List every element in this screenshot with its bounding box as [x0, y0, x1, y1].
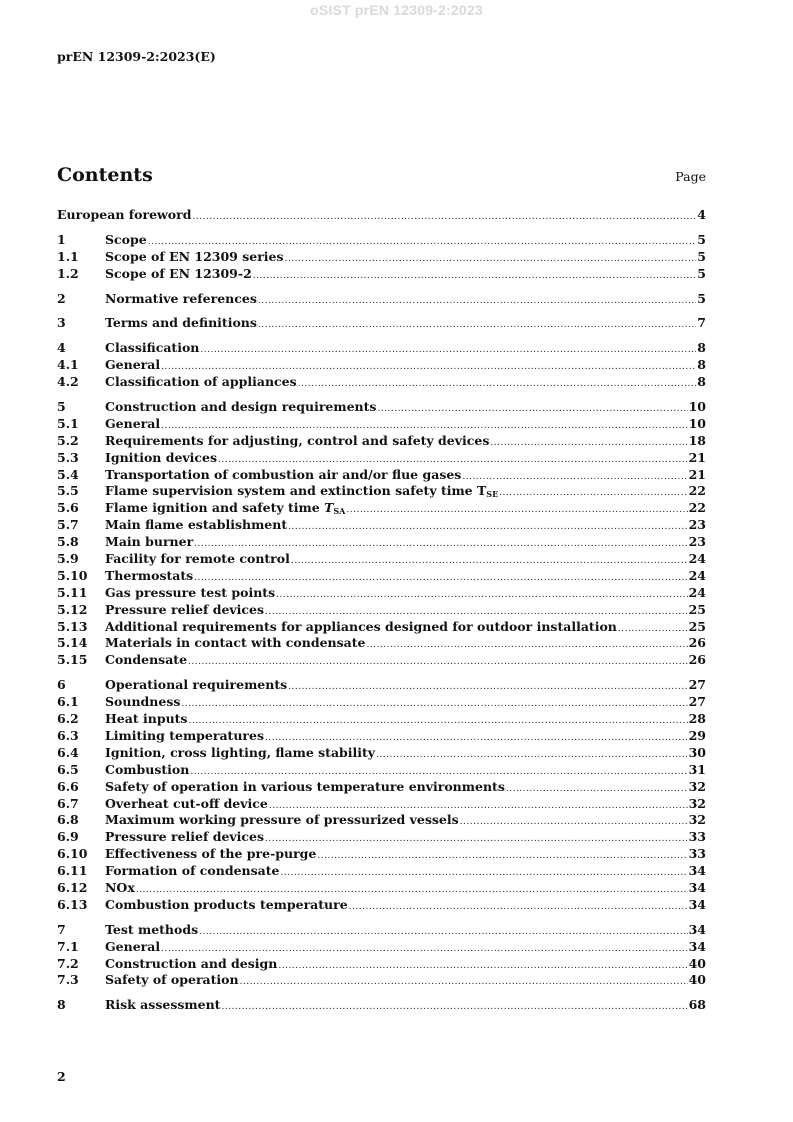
toc-entry-number: 7.1: [57, 938, 79, 954]
toc-entry-title: Classification: [105, 340, 200, 356]
toc-entry-page: 34: [688, 863, 706, 879]
toc-entry-5-12[interactable]: [57, 602, 706, 619]
toc-entry-6-8[interactable]: [57, 812, 706, 829]
dot-leader: [366, 637, 687, 654]
toc-entry-title: Normative references: [105, 290, 257, 306]
toc-entry-title: [105, 500, 345, 517]
toc-entry-number: 6.9: [57, 829, 79, 845]
dot-leader: [258, 317, 696, 334]
toc-entry-page: 22: [688, 483, 706, 499]
subscript-se: SE: [486, 489, 499, 500]
toc-entry-5-11[interactable]: [57, 585, 706, 602]
toc-entry-title: Effectiveness of the pre-purge: [105, 846, 317, 862]
toc-entry-6-13[interactable]: [57, 897, 706, 914]
toc-entry-6-10[interactable]: [57, 846, 706, 863]
toc-entry-title: General: [105, 938, 161, 954]
toc-entry-5-5[interactable]: [57, 483, 706, 500]
dot-leader: [377, 401, 687, 418]
toc-entry-number: 5.8: [57, 534, 79, 550]
toc-entry-number: 5.12: [57, 601, 88, 617]
toc-entry-title: Soundness: [105, 694, 181, 710]
dot-leader: [221, 999, 687, 1016]
toc-entry-page: 22: [688, 500, 706, 516]
toc-entry-page: 33: [688, 846, 706, 862]
toc-entry-title: Scope of EN 12309-2: [105, 265, 252, 281]
toc-entry-title: Classification of appliances: [105, 374, 297, 390]
toc-entry-number: 5.11: [57, 584, 88, 600]
toc-entry-title: Transportation of combustion air and/or flue gases: [105, 466, 462, 482]
toc-entry-6-12[interactable]: [57, 880, 706, 897]
toc-entry-5-8[interactable]: [57, 534, 706, 551]
toc-entry-title: Facility for remote control: [105, 551, 290, 567]
toc-entry-title-text: Flame ignition and safety time: [105, 500, 325, 516]
toc-entry-page: 24: [688, 567, 706, 583]
dot-leader: [317, 848, 687, 865]
toc-entry-title: Risk assessment: [105, 997, 221, 1013]
toc-entry-number: 6.10: [57, 846, 88, 862]
toc-entry-page: 26: [688, 652, 706, 668]
dot-leader: [240, 974, 688, 991]
toc-entry-page: 26: [688, 635, 706, 651]
toc-entry-page: 5: [697, 265, 706, 281]
toc-entry-title: Materials in contact with condensate: [105, 635, 366, 651]
watermark: oSIST prEN 12309-2:2023: [310, 2, 483, 18]
toc-entry-title: Safety of operation in various temperature environments: [105, 778, 505, 794]
toc-entry-title: Heat inputs: [105, 711, 188, 727]
toc-entry-7[interactable]: [57, 922, 706, 939]
toc-entry-number: 4: [57, 340, 66, 356]
toc-entry-title: Limiting temperatures: [105, 727, 264, 743]
toc-entry-page: 8: [697, 357, 706, 373]
toc-entry-page: 5: [697, 248, 706, 264]
toc-entry-number: 6.6: [57, 778, 79, 794]
toc-entry-title: European foreword: [57, 207, 192, 222]
toc-entry-page: 24: [688, 584, 706, 600]
dot-leader: [281, 865, 688, 882]
toc-entry-page: 10: [688, 399, 706, 415]
toc-entry-title: Test methods: [105, 921, 199, 937]
toc-entry-page: 40: [688, 955, 706, 971]
toc-entry-number: 5.10: [57, 567, 88, 583]
toc-entry-5-14[interactable]: [57, 635, 706, 652]
toc-entry-6-1[interactable]: [57, 694, 706, 711]
toc-entry-page: 27: [688, 694, 706, 710]
toc-entry-6-7[interactable]: [57, 796, 706, 813]
dot-leader: [618, 621, 688, 638]
toc-entry-6-5[interactable]: [57, 762, 706, 779]
dot-leader: [291, 553, 688, 570]
toc-entry-foreword[interactable]: [57, 207, 706, 224]
dot-leader: [376, 747, 688, 764]
toc-entry-title: Thermostats: [105, 567, 194, 583]
toc-entry-page: 5: [697, 231, 706, 247]
dot-leader: [460, 814, 688, 831]
toc-entry-number: 7.2: [57, 955, 79, 971]
toc-entry-title: Pressure relief devices: [105, 829, 265, 845]
toc-entry-page: 33: [688, 829, 706, 845]
toc-entry-4[interactable]: [57, 340, 706, 357]
toc-entry-page: 32: [688, 778, 706, 794]
toc-entry-number: 8: [57, 997, 66, 1013]
toc-entry-page: 18: [688, 432, 706, 448]
dot-leader: [298, 376, 697, 393]
toc-entry-5-1[interactable]: [57, 416, 706, 433]
toc-entry-number: 6.5: [57, 761, 79, 777]
toc-entry-6-9[interactable]: [57, 829, 706, 846]
table-of-contents: [57, 207, 706, 1014]
toc-entry-number: 6.8: [57, 812, 79, 828]
toc-entry-5[interactable]: [57, 399, 706, 416]
page-number: 2: [57, 1069, 66, 1084]
toc-entry-number: 1.2: [57, 265, 79, 281]
toc-entry-4-1[interactable]: [57, 357, 706, 374]
toc-entry-number: 5.2: [57, 432, 79, 448]
toc-entry-number: 4.2: [57, 374, 79, 390]
toc-entry-number: 2: [57, 290, 66, 306]
toc-entry-title: NOx: [105, 879, 135, 895]
toc-entry-title: General: [105, 357, 161, 373]
toc-entry-5-2[interactable]: [57, 433, 706, 450]
toc-entry-number: 5.3: [57, 449, 79, 465]
dot-leader: [499, 485, 687, 502]
toc-entry-number: 6.1: [57, 694, 79, 710]
toc-entry-number: 5.5: [57, 483, 79, 499]
toc-entry-5-4[interactable]: [57, 467, 706, 484]
toc-entry-number: 4.1: [57, 357, 79, 373]
toc-entry-title: Overheat cut-off device: [105, 795, 268, 811]
toc-entry-5-3[interactable]: [57, 450, 706, 467]
toc-entry-page: 29: [688, 727, 706, 743]
toc-entry-title: Construction and design requirements: [105, 399, 377, 415]
toc-entry-page: 34: [688, 879, 706, 895]
dot-leader: [199, 924, 687, 941]
toc-entry-title: General: [105, 415, 161, 431]
toc-entry-number: 3: [57, 315, 66, 331]
toc-entry-title: Ignition, cross lighting, flame stability: [105, 744, 376, 760]
toc-entry-title: Additional requirements for appliances designed for outdoor installation: [105, 618, 617, 634]
toc-entry-page: 31: [688, 761, 706, 777]
toc-entry-1-1[interactable]: [57, 249, 706, 266]
toc-entry-number: 5.13: [57, 618, 88, 634]
toc-entry-number: 6.2: [57, 711, 79, 727]
toc-entry-title: Scope: [105, 231, 147, 247]
dot-leader: [192, 209, 696, 226]
toc-entry-title: Main burner: [105, 534, 194, 550]
toc-entry-title: Gas pressure test points: [105, 584, 276, 600]
toc-entry-page: 30: [688, 744, 706, 760]
toc-entry-title: Construction and design: [105, 955, 278, 971]
toc-entry-number: 6: [57, 677, 66, 693]
toc-entry-page: 68: [688, 997, 706, 1013]
toc-entry-title: Main flame establishment: [105, 517, 288, 533]
toc-entry-page: 21: [688, 449, 706, 465]
dot-leader: [253, 268, 697, 285]
dot-leader: [188, 654, 688, 671]
subscript-sa: SA: [333, 506, 346, 517]
toc-entry-7-1[interactable]: [57, 939, 706, 956]
toc-entry-5-15[interactable]: [57, 652, 706, 669]
toc-entry-page: 25: [688, 618, 706, 634]
toc-entry-title: Formation of condensate: [105, 863, 280, 879]
dot-leader: [288, 679, 687, 696]
toc-entry-page: 23: [688, 534, 706, 550]
dot-leader: [278, 958, 687, 975]
document-id: prEN 12309-2:2023(E): [57, 49, 216, 64]
toc-entry-7-3[interactable]: [57, 972, 706, 989]
toc-entry-4-2[interactable]: [57, 374, 706, 391]
toc-entry-number: 1.1: [57, 248, 79, 264]
toc-entry-page: 10: [688, 415, 706, 431]
toc-entry-title: Maximum working pressure of pressurized vessels: [105, 812, 459, 828]
toc-entry-page: 28: [688, 711, 706, 727]
dot-leader: [265, 831, 688, 848]
toc-entry-6-6[interactable]: [57, 779, 706, 796]
toc-entry-5-9[interactable]: [57, 551, 706, 568]
italic-symbol-t: T: [324, 500, 334, 516]
toc-entry-page: 32: [688, 812, 706, 828]
toc-entry-page: 23: [688, 517, 706, 533]
toc-entry-5-6[interactable]: [57, 500, 706, 517]
toc-entry-number: 6.11: [57, 863, 88, 879]
toc-entry-number: 7: [57, 921, 66, 937]
toc-entry-title: Terms and definitions: [105, 315, 257, 331]
toc-entry-page: 25: [688, 601, 706, 617]
toc-entry-title: [105, 483, 498, 500]
dot-leader: [346, 502, 687, 519]
toc-entry-1[interactable]: [57, 232, 706, 249]
toc-entry-number: 6.7: [57, 795, 79, 811]
toc-entry-number: 5: [57, 399, 66, 415]
toc-entry-number: 6.12: [57, 879, 88, 895]
toc-entry-page: 5: [697, 290, 706, 306]
toc-entry-number: 1: [57, 231, 66, 247]
toc-entry-number: 5.4: [57, 466, 79, 482]
toc-entry-page: 40: [688, 972, 706, 988]
toc-entry-1-2[interactable]: [57, 266, 706, 283]
toc-entry-6-2[interactable]: [57, 711, 706, 728]
dot-leader: [490, 435, 687, 452]
toc-entry-8[interactable]: [57, 997, 706, 1014]
toc-entry-page: 21: [688, 466, 706, 482]
dot-leader: [200, 342, 696, 359]
toc-entry-page: 34: [688, 938, 706, 954]
toc-entry-title: Pressure relief devices: [105, 601, 265, 617]
toc-entry-title: Ignition devices: [105, 449, 218, 465]
toc-entry-3[interactable]: [57, 315, 706, 332]
toc-entry-page: 8: [697, 374, 706, 390]
toc-entry-title-text: Flame supervision system and extinction safety time T: [105, 483, 487, 499]
dot-leader: [285, 251, 697, 268]
dot-leader: [258, 293, 696, 310]
dot-leader: [288, 519, 687, 536]
toc-entry-title: Condensate: [105, 652, 188, 668]
toc-entry-7-2[interactable]: [57, 956, 706, 973]
toc-entry-page: 24: [688, 551, 706, 567]
toc-entry-number: 6.13: [57, 896, 88, 912]
dot-leader: [276, 587, 687, 604]
dot-leader: [349, 899, 688, 916]
toc-entry-number: 6.3: [57, 727, 79, 743]
toc-entry-number: 5.9: [57, 551, 79, 567]
toc-entry-6-4[interactable]: [57, 745, 706, 762]
toc-entry-6-11[interactable]: [57, 863, 706, 880]
dot-leader: [181, 696, 687, 713]
toc-entry-number: 5.6: [57, 500, 79, 516]
toc-entry-5-7[interactable]: [57, 517, 706, 534]
toc-entry-number: 7.3: [57, 972, 79, 988]
toc-entry-5-10[interactable]: [57, 568, 706, 585]
toc-entry-page: 32: [688, 795, 706, 811]
toc-entry-6[interactable]: [57, 677, 706, 694]
page-title: Contents: [57, 164, 153, 186]
toc-entry-number: 5.15: [57, 652, 88, 668]
toc-entry-number: 5.14: [57, 635, 88, 651]
toc-entry-title: Combustion products temperature: [105, 896, 348, 912]
page-column-label: Page: [675, 169, 706, 184]
toc-entry-6-3[interactable]: [57, 728, 706, 745]
toc-entry-number: 5.7: [57, 517, 79, 533]
toc-entry-page: 27: [688, 677, 706, 693]
toc-entry-page: 7: [697, 315, 706, 331]
toc-entry-page: 34: [688, 921, 706, 937]
dot-leader: [506, 781, 688, 798]
toc-entry-5-13[interactable]: [57, 619, 706, 636]
toc-entry-title: Requirements for adjusting, control and safety devices: [105, 432, 490, 448]
toc-entry-page: 8: [697, 340, 706, 356]
toc-entry-title: Combustion: [105, 761, 190, 777]
toc-entry-title: Operational requirements: [105, 677, 288, 693]
toc-entry-page: 34: [688, 896, 706, 912]
toc-entry-title: Safety of operation: [105, 972, 239, 988]
toc-entry-number: 5.1: [57, 415, 79, 431]
toc-entry-title: Scope of EN 12309 series: [105, 248, 284, 264]
toc-entry-number: 6.4: [57, 744, 79, 760]
toc-entry-2[interactable]: [57, 291, 706, 308]
toc-entry-page: 4: [697, 207, 706, 222]
